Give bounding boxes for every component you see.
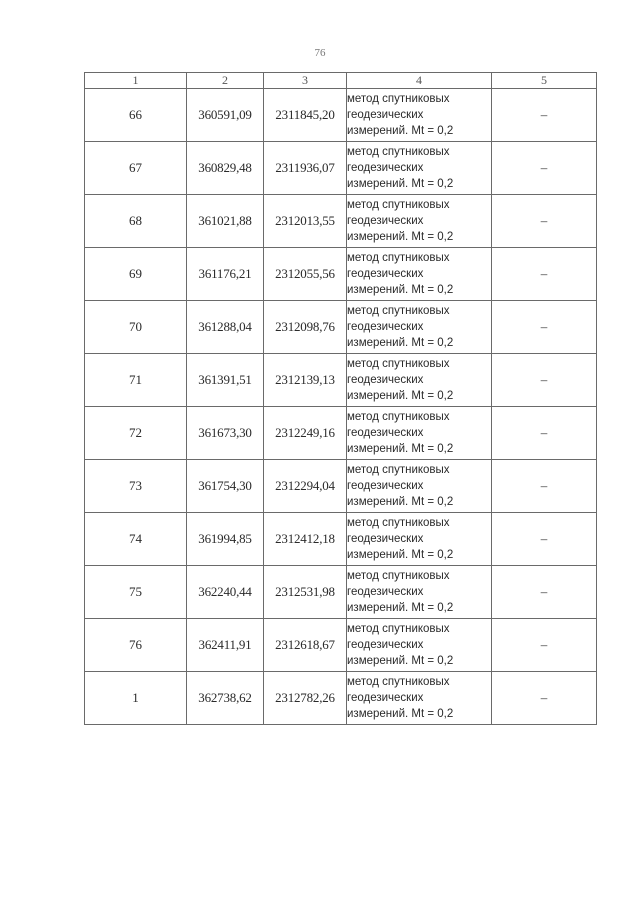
x-coordinate-cell: 361754,30 — [187, 460, 264, 513]
col5-cell: – — [492, 195, 597, 248]
method-line: измерений. Mt = 0,2 — [347, 178, 454, 190]
method-cell — [347, 301, 492, 354]
table-row — [85, 89, 597, 142]
table-header — [85, 73, 597, 89]
header-col-5: 5 — [492, 73, 597, 89]
method-cell — [347, 354, 492, 407]
x-coordinate-cell: 362240,44 — [187, 566, 264, 619]
method-cell — [347, 407, 492, 460]
method-line: метод спутниковых — [347, 199, 450, 211]
point-number-cell: 76 — [85, 619, 187, 672]
table-row — [85, 566, 597, 619]
method-line: измерений. Mt = 0,2 — [347, 125, 454, 137]
method-line: метод спутниковых — [347, 676, 450, 688]
x-coordinate-cell: 361391,51 — [187, 354, 264, 407]
method-line: метод спутниковых — [347, 623, 450, 635]
method-cell — [347, 89, 492, 142]
y-coordinate-cell: 2312249,16 — [264, 407, 347, 460]
table-row — [85, 619, 597, 672]
col5-cell: – — [492, 672, 597, 725]
x-coordinate-cell: 360591,09 — [187, 89, 264, 142]
y-coordinate-cell: 2311936,07 — [264, 142, 347, 195]
y-coordinate-cell: 2312412,18 — [264, 513, 347, 566]
y-coordinate-cell: 2312294,04 — [264, 460, 347, 513]
method-line: метод спутниковых — [347, 252, 450, 264]
table-row — [85, 248, 597, 301]
method-line: геодезических — [347, 374, 424, 386]
method-line: измерений. Mt = 0,2 — [347, 655, 454, 667]
method-line: измерений. Mt = 0,2 — [347, 708, 454, 720]
table-row — [85, 301, 597, 354]
header-row — [85, 73, 597, 89]
point-number-cell: 67 — [85, 142, 187, 195]
point-number-cell: 66 — [85, 89, 187, 142]
method-cell — [347, 513, 492, 566]
method-line: метод спутниковых — [347, 517, 450, 529]
method-line: геодезических — [347, 639, 424, 651]
table-row — [85, 142, 597, 195]
y-coordinate-cell: 2311845,20 — [264, 89, 347, 142]
method-cell — [347, 619, 492, 672]
table-row — [85, 354, 597, 407]
coordinates-table — [84, 72, 597, 725]
point-number-cell: 70 — [85, 301, 187, 354]
col5-cell: – — [492, 460, 597, 513]
col5-cell: – — [492, 513, 597, 566]
method-line: геодезических — [347, 268, 424, 280]
method-line: измерений. Mt = 0,2 — [347, 337, 454, 349]
method-line: измерений. Mt = 0,2 — [347, 496, 454, 508]
col5-cell: – — [492, 354, 597, 407]
y-coordinate-cell: 2312618,67 — [264, 619, 347, 672]
method-line: геодезических — [347, 586, 424, 598]
method-line: геодезических — [347, 109, 424, 121]
point-number-cell: 73 — [85, 460, 187, 513]
method-cell — [347, 142, 492, 195]
x-coordinate-cell: 361673,30 — [187, 407, 264, 460]
method-line: метод спутниковых — [347, 305, 450, 317]
method-line: геодезических — [347, 321, 424, 333]
point-number-cell: 69 — [85, 248, 187, 301]
method-line: геодезических — [347, 427, 424, 439]
y-coordinate-cell: 2312782,26 — [264, 672, 347, 725]
x-coordinate-cell: 361288,04 — [187, 301, 264, 354]
col5-cell: – — [492, 301, 597, 354]
method-line: геодезических — [347, 215, 424, 227]
table-row — [85, 513, 597, 566]
method-line: геодезических — [347, 162, 424, 174]
method-line: геодезических — [347, 533, 424, 545]
x-coordinate-cell: 361021,88 — [187, 195, 264, 248]
table-row — [85, 195, 597, 248]
y-coordinate-cell: 2312013,55 — [264, 195, 347, 248]
method-line: метод спутниковых — [347, 570, 450, 582]
x-coordinate-cell: 361994,85 — [187, 513, 264, 566]
col5-cell: – — [492, 89, 597, 142]
table-row — [85, 672, 597, 725]
col5-cell: – — [492, 619, 597, 672]
col5-cell: – — [492, 566, 597, 619]
point-number-cell: 1 — [85, 672, 187, 725]
point-number-cell: 75 — [85, 566, 187, 619]
x-coordinate-cell: 362738,62 — [187, 672, 264, 725]
point-number-cell: 72 — [85, 407, 187, 460]
method-line: измерений. Mt = 0,2 — [347, 390, 454, 402]
page-number: 76 — [314, 47, 326, 59]
method-line: измерений. Mt = 0,2 — [347, 231, 454, 243]
y-coordinate-cell: 2312139,13 — [264, 354, 347, 407]
header-col-3: 3 — [264, 73, 347, 89]
table-body — [85, 89, 597, 725]
point-number-cell: 68 — [85, 195, 187, 248]
method-line: метод спутниковых — [347, 464, 450, 476]
col5-cell: – — [492, 407, 597, 460]
method-cell — [347, 672, 492, 725]
point-number-cell: 71 — [85, 354, 187, 407]
method-line: метод спутниковых — [347, 411, 450, 423]
method-line: измерений. Mt = 0,2 — [347, 443, 454, 455]
header-col-4: 4 — [347, 73, 492, 89]
table-row — [85, 407, 597, 460]
method-line: измерений. Mt = 0,2 — [347, 549, 454, 561]
method-cell — [347, 460, 492, 513]
method-cell — [347, 195, 492, 248]
x-coordinate-cell: 361176,21 — [187, 248, 264, 301]
method-line: геодезических — [347, 480, 424, 492]
col5-cell: – — [492, 248, 597, 301]
method-line: измерений. Mt = 0,2 — [347, 602, 454, 614]
method-line: метод спутниковых — [347, 93, 450, 105]
header-col-2: 2 — [187, 73, 264, 89]
method-line: измерений. Mt = 0,2 — [347, 284, 454, 296]
method-cell — [347, 248, 492, 301]
method-line: метод спутниковых — [347, 146, 450, 158]
y-coordinate-cell: 2312098,76 — [264, 301, 347, 354]
table-row — [85, 460, 597, 513]
method-line: геодезических — [347, 692, 424, 704]
method-cell — [347, 566, 492, 619]
y-coordinate-cell: 2312531,98 — [264, 566, 347, 619]
x-coordinate-cell: 360829,48 — [187, 142, 264, 195]
y-coordinate-cell: 2312055,56 — [264, 248, 347, 301]
x-coordinate-cell: 362411,91 — [187, 619, 264, 672]
header-col-1: 1 — [85, 73, 187, 89]
method-line: метод спутниковых — [347, 358, 450, 370]
col5-cell: – — [492, 142, 597, 195]
point-number-cell: 74 — [85, 513, 187, 566]
